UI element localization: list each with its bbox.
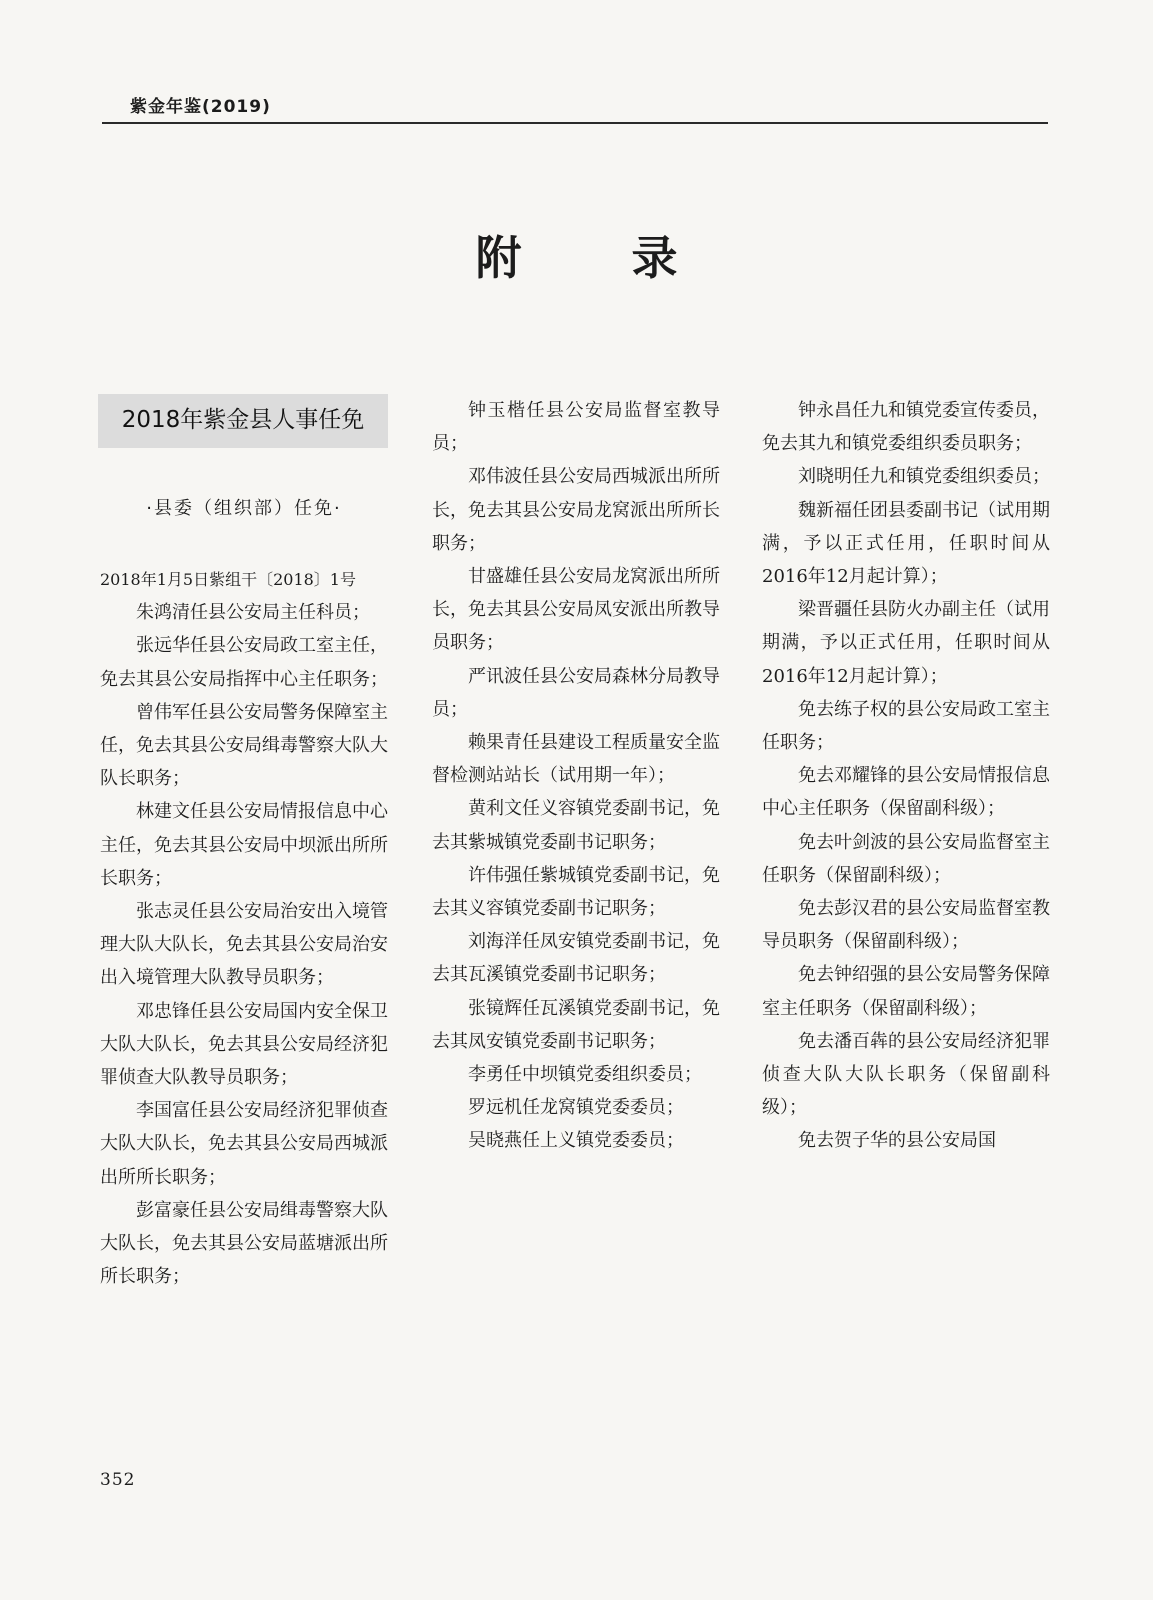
- paragraph: 钟玉楷任县公安局监督室教导员；: [432, 400, 720, 455]
- paragraph: 免去贺子华的县公安局国: [798, 1130, 996, 1152]
- paragraph: 免去彭汉君的县公安局监督室教导员职务（保留副科级）；: [762, 898, 1050, 953]
- paragraph: 李国富任县公安局经济犯罪侦查大队大队长，免去其县公安局西城派出所所长职务；: [100, 1100, 388, 1188]
- paragraph: 免去邓耀锋的县公安局情报信息中心主任职务（保留副科级）；: [762, 765, 1050, 820]
- paragraph: 免去练子权的县公安局政工室主任职务；: [762, 698, 1050, 754]
- paragraph: 张志灵任县公安局治安出入境管理大队大队长，免去其县公安局治安出入境管理大队教导员职务；: [100, 901, 388, 989]
- document-reference: 2018年1月5日紫组干〔2018〕1号: [100, 570, 356, 590]
- paragraph: 魏新福任团县委副书记（试用期满，予以正式任用，任职时间从2016年12月起计算）；: [762, 499, 1050, 588]
- paragraph: 邓伟波任县公安局西城派出所所长，免去其县公安局龙窝派出所所长职务；: [432, 466, 720, 554]
- page-title: 附录: [475, 231, 788, 285]
- header-rule: [102, 122, 1048, 124]
- paragraph: 张镜辉任瓦溪镇党委副书记，免去其凤安镇党委副书记职务；: [432, 997, 720, 1052]
- subsection-heading: ·县委（组织部）任免·: [146, 498, 342, 519]
- paragraph: 免去叶剑波的县公安局监督室主任职务（保留副科级）；: [762, 831, 1050, 886]
- column-3: [762, 394, 1050, 1158]
- paragraph: 罗远机任龙窝镇党委委员；: [468, 1097, 684, 1119]
- running-head: 紫金年鉴(2019): [130, 97, 271, 117]
- paragraph: 甘盛雄任县公安局龙窝派出所所长，免去其县公安局凤安派出所教导员职务；: [432, 566, 720, 654]
- paragraph: 吴晓燕任上义镇党委委员；: [468, 1130, 684, 1152]
- paragraph: 免去钟绍强的县公安局警务保障室主任职务（保留副科级）；: [762, 964, 1050, 1019]
- paragraph: 严讯波任县公安局森林分局教导员；: [432, 665, 720, 720]
- paragraph: 邓忠锋任县公安局国内安全保卫大队大队长，免去其县公安局经济犯罪侦查大队教导员职务；: [100, 1000, 388, 1089]
- column-1: [100, 394, 388, 1293]
- paragraph: 曾伟军任县公安局警务保障室主任，免去其县公安局缉毒警察大队大队长职务；: [100, 701, 388, 790]
- paragraph: 刘晓明任九和镇党委组织委员；: [798, 466, 1050, 488]
- paragraph: 钟永昌任九和镇党委宣传委员，免去其九和镇党委组织委员职务；: [762, 400, 1050, 455]
- section-title: 2018年紫金县人事任免: [98, 394, 388, 448]
- page-number: 352: [100, 1470, 136, 1490]
- paragraph: 朱鸿清任县公安局主任科员；: [136, 602, 370, 624]
- paragraph: 赖果青任县建设工程质量安全监督检测站站长（试用期一年）；: [432, 732, 720, 787]
- column-2: [432, 394, 720, 1158]
- paragraph: 林建文任县公安局情报信息中心主任，免去其县公安局中坝派出所所长职务；: [100, 801, 388, 889]
- paragraph: 梁晋疆任县防火办副主任（试用期满，予以正式任用，任职时间从2016年12月起计算）；: [762, 599, 1050, 687]
- paragraph: 许伟强任紫城镇党委副书记，免去其义容镇党委副书记职务；: [432, 864, 720, 920]
- paragraph: 张远华任县公安局政工室主任，免去其县公安局指挥中心主任职务；: [100, 635, 388, 690]
- paragraph: 李勇任中坝镇党委组织委员；: [468, 1064, 702, 1086]
- paragraph: 刘海洋任凤安镇党委副书记，免去其瓦溪镇党委副书记职务；: [432, 931, 720, 986]
- paragraph: 彭富豪任县公安局缉毒警察大队大队长，免去其县公安局蓝塘派出所所长职务；: [100, 1199, 388, 1288]
- paragraph: 黄利文任义容镇党委副书记，免去其紫城镇党委副书记职务；: [432, 798, 720, 853]
- paragraph: 免去潘百犇的县公安局经济犯罪侦查大队大队长职务（保留副科级）；: [762, 1030, 1050, 1119]
